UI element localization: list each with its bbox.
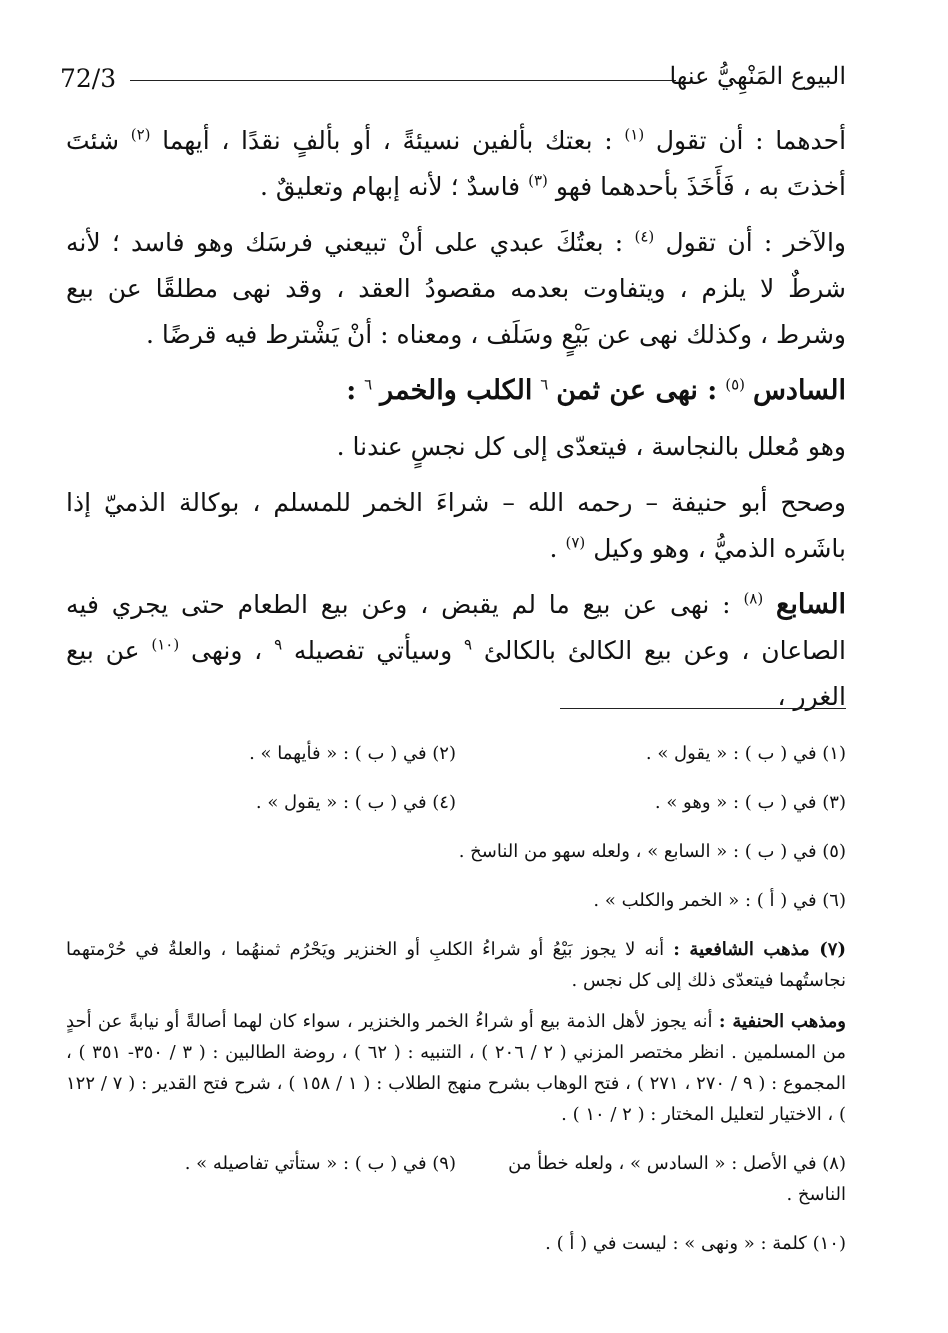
footnote-7b-heading: ومذهب الحنفية : xyxy=(718,1011,846,1032)
footnote-ref: ٩ xyxy=(274,635,283,654)
footnote-ref: (٥) xyxy=(725,375,746,394)
paragraph-abu-hanifa xyxy=(66,480,846,572)
section-text: : xyxy=(346,375,357,406)
section-label: السادس xyxy=(752,375,846,406)
footnote-2: (٢) في ( ب ) : « فأيهما » . xyxy=(249,743,456,764)
text-segment: شئتَ أخذتَ به ، فَأَخَذَ بأحدهما فهو xyxy=(66,126,846,201)
footnote-7-heading: (٧) مذهب الشافعية : xyxy=(673,939,846,960)
footnote-ref: (١) xyxy=(624,125,645,144)
footnote-7b-text: أنه يجوز لأهل الذمة بيع أو شراءُ الخمر والخنزير ، سواء كان لهما أصالةً أو نيابةً عن أحدٍ من المسلمين . انظر مختصر المزني ( ٢ / ٢٠٦ ) ، التنبيه : ( ٦٢ ) ، روضة الطالبين : ( ٣ / ٣٥٠- ٣٥١ ) ، المجموع : ( ٩ / ٢٧٠ ، ٢٧١ ) ، فتح الوهاب بشرح منهج الطلاب : ( ١ / ١٥٨ ) ، شرح فتح القدير : ( ٧ / ١٢٢ ) ، الاختيار لتعليل المختار : ( ٢ / ١٠ ) . xyxy=(66,1011,847,1125)
footnotes xyxy=(66,738,846,1277)
footnote-ref: (٢) xyxy=(130,125,151,144)
footnote-3: (٣) في ( ب ) : « وهو » . xyxy=(654,792,846,813)
footnote-7-continued xyxy=(66,1006,846,1130)
page-header xyxy=(60,62,846,102)
footnote-7-text: أنه لا يجوز بَيْعُ أو شراءُ الكلبِ أو الخنزير ويَحْرُم ثمنهُما ، والعلةُ في حُرْمتهما نجاستُهما فيتعدّى ذلك إلى كل نجس . xyxy=(66,939,846,991)
text-segment: أحدهما : أن تقول xyxy=(655,126,847,155)
text-segment: فاسدٌ ؛ لأنه إبهام وتعليقٌ . xyxy=(259,172,521,201)
text-segment: : بعتك بألفين نسيئةً ، أو بألفٍ نقدًا ، أيهما xyxy=(162,126,613,155)
footnote-ref: (٧) xyxy=(565,533,586,552)
paragraph-second xyxy=(66,220,846,358)
running-title: البيوع المَنْهِيُّ عنها xyxy=(669,62,846,90)
footnote-ref: (٤) xyxy=(634,227,655,246)
footnote-ref: ٦ xyxy=(364,375,373,394)
section-label: السابع xyxy=(776,589,846,620)
header-rule xyxy=(130,80,676,81)
text-segment: . xyxy=(549,534,558,563)
text-segment: : نهى عن بيع ما لم يقبض ، وعن بيع الطعام حتى يجري فيه الصاعان ، وعن بيع الكالئ بالكالئ xyxy=(66,590,846,665)
section-sixth-heading xyxy=(66,368,846,414)
footnote-ref: ٦ xyxy=(540,375,549,394)
footnote-9: (٩) في ( ب ) : « ستأتي تفاصيله » . xyxy=(184,1153,456,1174)
footnote-row xyxy=(66,1148,846,1210)
text-segment: والآخر : أن تقول xyxy=(665,228,847,257)
footnote-10: (١٠) كلمة : « ونهى » : ليست في ( أ ) . xyxy=(545,1233,846,1254)
paragraph-first xyxy=(66,118,846,210)
section-seventh xyxy=(66,582,846,720)
section-text: : نهى عن ثمن xyxy=(556,375,718,406)
footnote-separator xyxy=(560,708,846,709)
section-text: الكلب والخمر xyxy=(380,375,533,406)
footnote-ref: (٨) xyxy=(743,589,764,608)
footnote-ref: ٩ xyxy=(464,635,473,654)
text-segment: وصحح أبو حنيفة – رحمه الله – شراءَ الخمر للمسلم ، بوكالة الذميّ إذا باشَره الذميُّ ، وهو وكيل xyxy=(66,488,846,563)
footnote-row xyxy=(66,738,846,769)
footnote-row xyxy=(66,787,846,818)
footnote-8: (٨) في الأصل : « السادس » ، ولعله خطأ من الناسخ . xyxy=(508,1153,846,1205)
footnote-1: (١) في ( ب ) : « يقول » . xyxy=(645,743,846,764)
page-number: 72/3 xyxy=(60,64,117,93)
main-text xyxy=(66,118,846,730)
text-segment: ، ونهى xyxy=(191,636,263,665)
paragraph-najasa: وهو مُعلل بالنجاسة ، فيتعدّى إلى كل نجسٍ عندنا . xyxy=(336,432,846,461)
footnote-ref: (٣) xyxy=(528,171,548,190)
text-segment: : بعتُكَ عبدي على أنْ تبيعني فرسَك وهو فاسد ؛ لأنه شرطٌ لا يلزم ، ويتفاوت بعدمه مقصودُ العقد ، وقد نهى مطلقًا عن بيع وشرط ، وكذلك نهى عن بَيْعٍ وسَلَف ، ومعناه : أنْ يَشْترط فيه قرضًا . xyxy=(66,228,846,349)
footnote-7 xyxy=(66,934,846,996)
text-segment: وسيأتي تفصيله xyxy=(293,636,453,665)
footnote-5: (٥) في ( ب ) : « السابع » ، ولعله سهو من الناسخ . xyxy=(458,841,846,862)
footnote-4: (٤) في ( ب ) : « يقول » . xyxy=(255,792,456,813)
footnote-ref: (١٠) xyxy=(151,635,180,654)
text-segment: عن بيع الغرر ، xyxy=(66,636,846,711)
footnote-6: (٦) في ( أ ) : « الخمر والكلب » . xyxy=(593,890,846,911)
